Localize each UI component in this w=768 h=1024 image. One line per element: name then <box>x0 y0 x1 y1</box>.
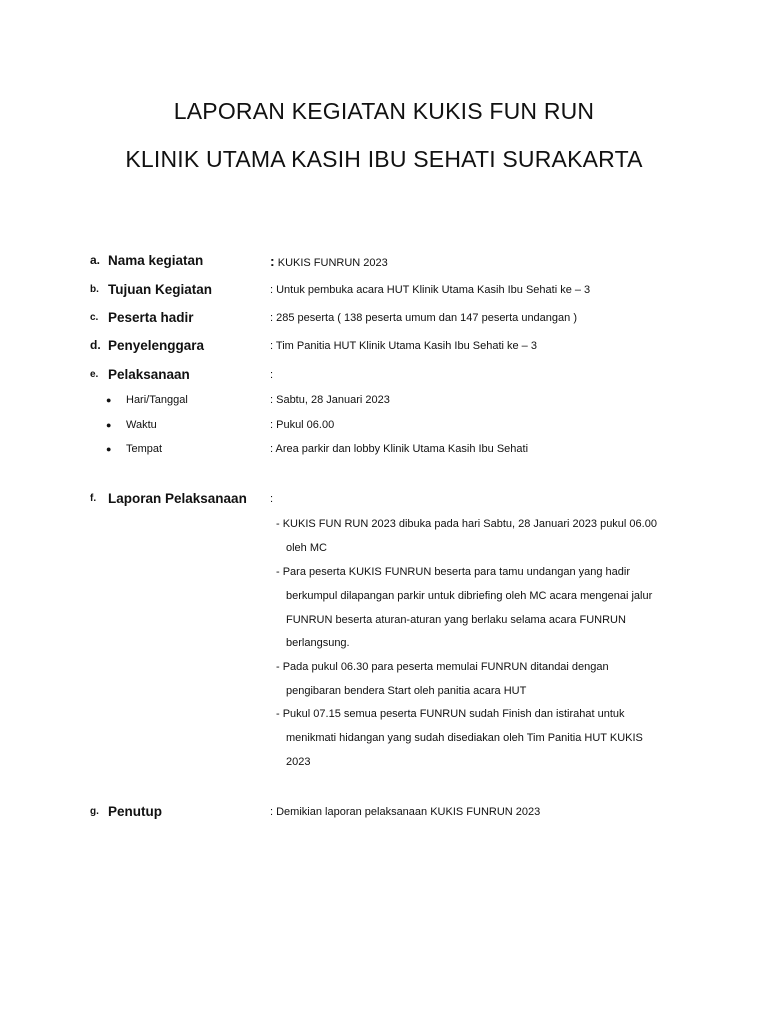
item-value: : <box>270 493 274 505</box>
sub-item-value: : Sabtu, 28 Januari 2023 <box>270 394 390 406</box>
report-line: FUNRUN beserta aturan-aturan yang berlaku selama acara FUNRUN <box>286 614 626 626</box>
report-line: 2023 <box>286 756 311 768</box>
item-label: Laporan Pelaksanaan <box>108 491 247 506</box>
item-value: : Tim Panitia HUT Klinik Utama Kasih Ibu Sehati ke – 3 <box>270 340 537 352</box>
item-laporan-pelaksanaan <box>0 491 768 513</box>
bullet-icon: ● <box>106 420 112 430</box>
item-letter: c. <box>90 312 99 323</box>
item-label: Nama kegiatan <box>108 253 204 268</box>
report-line: pengibaran bendera Start oleh panitia acara HUT <box>286 685 527 697</box>
item-letter: e. <box>90 369 99 380</box>
item-value: : <box>270 369 274 381</box>
sub-item-label: Waktu <box>126 419 157 431</box>
item-peserta-hadir <box>0 310 768 332</box>
report-line: berlangsung. <box>286 637 350 649</box>
report-line: menikmati hidangan yang sudah disediakan oleh Tim Panitia HUT KUKIS <box>286 732 643 744</box>
bullet-icon: ● <box>106 395 112 405</box>
item-label: Tujuan Kegiatan <box>108 282 213 297</box>
sub-item-label: Tempat <box>126 443 163 455</box>
item-colon: : <box>270 253 275 269</box>
item-letter: g. <box>90 806 99 817</box>
sub-item-hari-tanggal <box>0 394 768 416</box>
item-penyelenggara <box>0 338 768 360</box>
item-value-text: KUKIS FUNRUN 2023 <box>274 257 388 269</box>
item-value: : Untuk pembuka acara HUT Klinik Utama Kasih Ibu Sehati ke – 3 <box>270 284 591 296</box>
report-line: - Para peserta KUKIS FUNRUN beserta para tamu undangan yang hadir <box>276 566 631 578</box>
item-nama-kegiatan <box>0 253 768 275</box>
report-line: oleh MC <box>286 542 327 554</box>
report-line: berkumpul dilapangan parkir untuk dibriefing oleh MC acara mengenai jalur <box>286 590 653 602</box>
item-label: Penyelenggara <box>108 338 205 353</box>
sub-item-label: Hari/Tanggal <box>126 394 188 406</box>
item-pelaksanaan <box>0 367 768 389</box>
item-label: Pelaksanaan <box>108 367 190 382</box>
sub-item-tempat <box>0 443 768 465</box>
report-subtitle: KLINIK UTAMA KASIH IBU SEHATI SURAKARTA <box>125 146 643 172</box>
item-label: Penutup <box>108 804 162 819</box>
item-letter: b. <box>90 284 99 295</box>
report-line: - KUKIS FUN RUN 2023 dibuka pada hari Sabtu, 28 Januari 2023 pukul 06.00 <box>276 518 657 530</box>
report-line: - Pukul 07.15 semua peserta FUNRUN sudah Finish dan istirahat untuk <box>276 708 625 720</box>
item-value: : 285 peserta ( 138 peserta umum dan 147 peserta undangan ) <box>270 312 577 324</box>
item-letter: a. <box>90 253 101 267</box>
item-tujuan-kegiatan <box>0 282 768 304</box>
report-title: LAPORAN KEGIATAN KUKIS FUN RUN <box>173 98 595 124</box>
item-value <box>270 253 388 269</box>
item-penutup <box>0 804 768 826</box>
sub-item-waktu <box>0 419 768 441</box>
item-letter: f. <box>90 493 97 504</box>
sub-item-value: : Pukul 06.00 <box>270 419 335 431</box>
report-line: - Pada pukul 06.30 para peserta memulai FUNRUN ditandai dengan <box>276 661 609 673</box>
sub-item-value: : Area parkir dan lobby Klinik Utama Kasih Ibu Sehati <box>270 443 529 455</box>
bullet-icon: ● <box>106 444 112 454</box>
item-value: : Demikian laporan pelaksanaan KUKIS FUNRUN 2023 <box>270 806 541 818</box>
item-letter: d. <box>90 338 101 352</box>
item-label: Peserta hadir <box>108 310 194 325</box>
